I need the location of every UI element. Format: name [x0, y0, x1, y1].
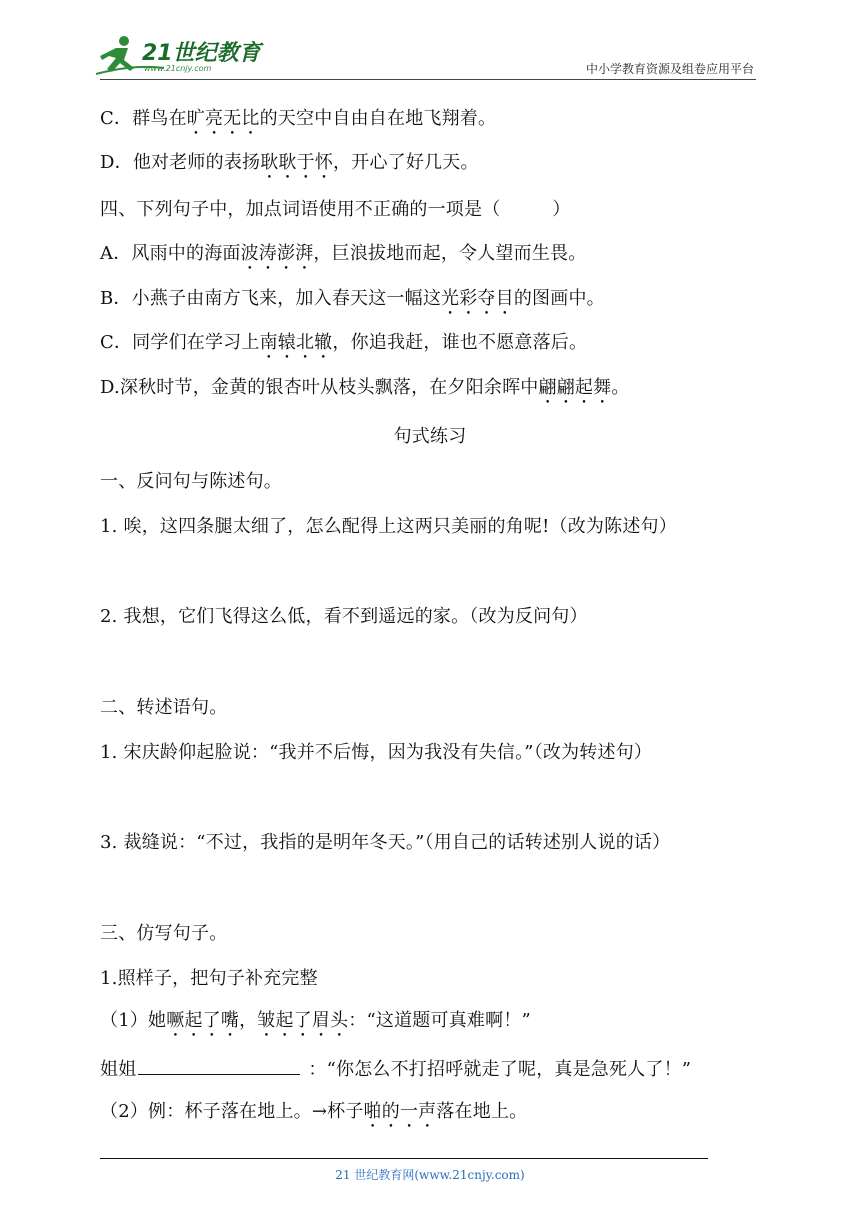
logo-url: www.21cnjy.com — [144, 64, 212, 73]
fill-in-sentence: 姐姐 ：“你怎么不打招呼就走了呢，真是急死人了！” — [100, 1056, 691, 1082]
part-one-heading: 一、反问句与陈述句。 — [100, 471, 282, 492]
option-c2-line: C．同学们在学习上南辕北辙，你追我赶，谁也不愿意落后。 — [100, 332, 588, 353]
section-title: 句式练习 — [393, 426, 467, 447]
part-three-heading: 三、仿写句子。 — [100, 923, 228, 944]
emphasized-word: 南辕北辙 — [259, 332, 333, 353]
page-header — [0, 0, 860, 82]
emphasized-word: 耿耿于怀 — [260, 152, 334, 173]
footer-divider — [100, 1158, 708, 1159]
option-d-line: D．他对老师的表扬耿耿于怀，开心了好几天。 — [100, 152, 479, 173]
example-sentence-2: （2）例：杯子落在地上。→杯子啪的一声落在地上。 — [100, 1101, 528, 1122]
option-b-line: B．小燕子由南方飞来，加入春天这一幅这光彩夺目的图画中。 — [100, 288, 605, 309]
emphasized-word: 翩翩起舞 — [538, 377, 612, 398]
question-2-3: 3. 裁缝说：“不过，我指的是明年冬天。”（用自己的话转述别人说的话） — [100, 832, 671, 853]
emphasized-word: 皱起了眉头 — [257, 1010, 349, 1031]
site-logo — [94, 34, 264, 78]
question-2-1: 1. 宋庆龄仰起脸说：“我并不后悔，因为我没有失信。”（改为转述句） — [100, 742, 653, 763]
footer-text: 21 世纪教育网(www.21cnjy.com) — [335, 1168, 525, 1182]
platform-name: 中小学教育资源及组卷应用平台 — [585, 62, 754, 76]
example-sentence-1: （1）她噘起了嘴，皱起了眉头：“这道题可真难啊！” — [100, 1010, 531, 1031]
option-d2-line: D.深秋时节，金黄的银杏叶从枝头飘落，在夕阳余晖中翩翩起舞。 — [100, 377, 630, 398]
question-four-title: 四、下列句子中，加点词语使用不正确的一项是（ ） — [100, 199, 571, 220]
emphasized-word: 啪的一声 — [363, 1101, 437, 1122]
question-3-1: 1.照样子，把句子补充完整 — [100, 968, 318, 989]
emphasized-word: 旷亮无比 — [186, 108, 260, 129]
answer-blank[interactable] — [138, 1056, 300, 1075]
part-two-heading: 二、转述语句。 — [100, 697, 228, 718]
question-1-1: 1. 唉，这四条腿太细了，怎么配得上这两只美丽的角呢!（改为陈述句） — [100, 516, 677, 537]
emphasized-word: 噘起了嘴 — [166, 1010, 240, 1031]
option-c-line: C．群鸟在旷亮无比的天空中自由自在地飞翔着。 — [100, 108, 497, 129]
svg-text:21世纪教育: 21世纪教育 — [142, 41, 261, 66]
header-divider — [100, 79, 756, 80]
emphasized-word: 波涛澎湃 — [240, 243, 314, 264]
emphasized-word: 光彩夺目 — [441, 288, 514, 309]
option-a-line: A．风雨中的海面波涛澎湃，巨浪拔地而起，令人望而生畏。 — [100, 243, 587, 264]
question-1-2: 2. 我想，它们飞得这么低，看不到遥远的家。（改为反问句） — [100, 606, 588, 627]
